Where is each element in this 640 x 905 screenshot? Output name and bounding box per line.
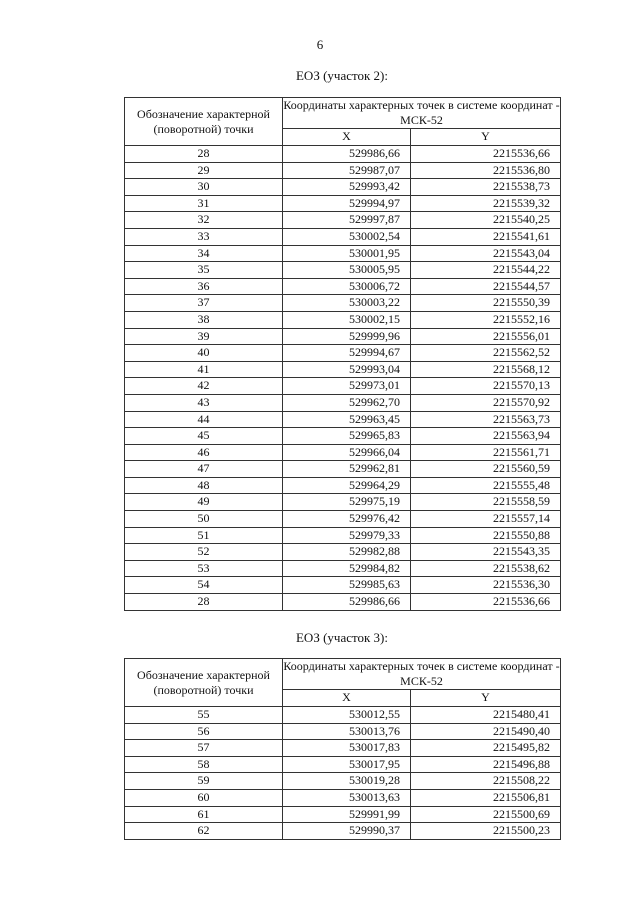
y-coordinate-cell: 2215536,80 (411, 162, 561, 179)
point-number-cell: 41 (125, 361, 283, 378)
table-row (125, 707, 561, 724)
table-row (125, 560, 561, 577)
table-row (125, 195, 561, 212)
x-coordinate-cell: 529993,04 (283, 361, 411, 378)
point-number-cell: 40 (125, 345, 283, 362)
point-number-cell: 51 (125, 527, 283, 544)
y-coordinate-cell: 2215541,61 (411, 228, 561, 245)
x-coordinate-cell: 530002,54 (283, 228, 411, 245)
point-number-cell: 54 (125, 577, 283, 594)
point-number-cell: 45 (125, 428, 283, 445)
y-coordinate-cell: 2215558,59 (411, 494, 561, 511)
table-row (125, 295, 561, 312)
point-number-cell: 30 (125, 179, 283, 196)
table-row (125, 361, 561, 378)
point-number-cell: 59 (125, 773, 283, 790)
y-coordinate-cell: 2215557,14 (411, 511, 561, 528)
point-number-cell: 33 (125, 228, 283, 245)
x-coordinate-cell: 529962,81 (283, 461, 411, 478)
x-coordinate-cell: 529973,01 (283, 378, 411, 395)
x-coordinate-cell: 529964,29 (283, 477, 411, 494)
y-coordinate-cell: 2215556,01 (411, 328, 561, 345)
coordinates-table-plot-2 (124, 97, 561, 611)
x-coordinate-cell: 530017,95 (283, 756, 411, 773)
x-coordinate-cell: 529966,04 (283, 444, 411, 461)
x-coordinate-cell: 529962,70 (283, 394, 411, 411)
header-x: X (283, 129, 411, 146)
x-coordinate-cell: 529987,07 (283, 162, 411, 179)
point-number-cell: 49 (125, 494, 283, 511)
table-row (125, 411, 561, 428)
y-coordinate-cell: 2215550,88 (411, 527, 561, 544)
point-number-cell: 46 (125, 444, 283, 461)
x-coordinate-cell: 529991,99 (283, 806, 411, 823)
y-coordinate-cell: 2215543,35 (411, 544, 561, 561)
y-coordinate-cell: 2215539,32 (411, 195, 561, 212)
table-body-plot-3 (125, 707, 561, 840)
y-coordinate-cell: 2215536,66 (411, 594, 561, 611)
header-coordinates: Координаты характерных точек в системе координат - МСК-52 (283, 659, 560, 689)
y-coordinate-cell: 2215496,88 (411, 756, 561, 773)
table-row (125, 311, 561, 328)
x-coordinate-cell: 529994,67 (283, 345, 411, 362)
x-coordinate-cell: 530019,28 (283, 773, 411, 790)
point-number-cell: 44 (125, 411, 283, 428)
point-number-cell: 60 (125, 789, 283, 806)
point-number-cell: 47 (125, 461, 283, 478)
y-coordinate-cell: 2215570,13 (411, 378, 561, 395)
header-y: Y (411, 129, 561, 146)
x-coordinate-cell: 529979,33 (283, 527, 411, 544)
y-coordinate-cell: 2215538,62 (411, 560, 561, 577)
point-number-cell: 55 (125, 707, 283, 724)
x-coordinate-cell: 529986,66 (283, 594, 411, 611)
table-row (125, 146, 561, 163)
table-row (125, 723, 561, 740)
x-coordinate-cell: 530005,95 (283, 262, 411, 279)
point-number-cell: 52 (125, 544, 283, 561)
table-row (125, 461, 561, 478)
x-coordinate-cell: 529984,82 (283, 560, 411, 577)
y-coordinate-cell: 2215563,73 (411, 411, 561, 428)
header-point-designation: Обозначение характерной (поворотной) точки (125, 98, 283, 146)
x-coordinate-cell: 529986,66 (283, 146, 411, 163)
table-row (125, 494, 561, 511)
x-coordinate-cell: 530006,72 (283, 278, 411, 295)
x-coordinate-cell: 530012,55 (283, 707, 411, 724)
y-coordinate-cell: 2215555,48 (411, 477, 561, 494)
x-coordinate-cell: 529990,37 (283, 823, 411, 840)
point-number-cell: 53 (125, 560, 283, 577)
y-coordinate-cell: 2215550,39 (411, 295, 561, 312)
point-number-cell: 36 (125, 278, 283, 295)
header-x: X (283, 690, 411, 707)
table-row (125, 328, 561, 345)
point-number-cell: 34 (125, 245, 283, 262)
x-coordinate-cell: 530013,76 (283, 723, 411, 740)
table-row (125, 756, 561, 773)
table-row (125, 228, 561, 245)
table-row (125, 544, 561, 561)
point-number-cell: 39 (125, 328, 283, 345)
x-coordinate-cell: 529965,83 (283, 428, 411, 445)
point-number-cell: 50 (125, 511, 283, 528)
point-number-cell: 32 (125, 212, 283, 229)
point-number-cell: 35 (125, 262, 283, 279)
point-number-cell: 31 (125, 195, 283, 212)
table-row (125, 823, 561, 840)
table-row (125, 789, 561, 806)
x-coordinate-cell: 529993,42 (283, 179, 411, 196)
point-number-cell: 29 (125, 162, 283, 179)
y-coordinate-cell: 2215480,41 (411, 707, 561, 724)
x-coordinate-cell: 529994,97 (283, 195, 411, 212)
point-number-cell: 61 (125, 806, 283, 823)
table-row (125, 212, 561, 229)
y-coordinate-cell: 2215568,12 (411, 361, 561, 378)
table-row (125, 394, 561, 411)
x-coordinate-cell: 529976,42 (283, 511, 411, 528)
table-row (125, 262, 561, 279)
x-coordinate-cell: 529982,88 (283, 544, 411, 561)
table-body-plot-2 (125, 146, 561, 611)
x-coordinate-cell: 530002,15 (283, 311, 411, 328)
x-coordinate-cell: 529997,87 (283, 212, 411, 229)
header-coordinates: Координаты характерных точек в системе координат - МСК-52 (283, 98, 560, 128)
table-row (125, 740, 561, 757)
table-row (125, 444, 561, 461)
table-row (125, 577, 561, 594)
y-coordinate-cell: 2215563,94 (411, 428, 561, 445)
y-coordinate-cell: 2215495,82 (411, 740, 561, 757)
point-number-cell: 58 (125, 756, 283, 773)
point-number-cell: 28 (125, 146, 283, 163)
y-coordinate-cell: 2215544,22 (411, 262, 561, 279)
x-coordinate-cell: 529963,45 (283, 411, 411, 428)
table-row (125, 773, 561, 790)
y-coordinate-cell: 2215560,59 (411, 461, 561, 478)
table-row (125, 428, 561, 445)
table-row (125, 245, 561, 262)
x-coordinate-cell: 529975,19 (283, 494, 411, 511)
y-coordinate-cell: 2215544,57 (411, 278, 561, 295)
table-row (125, 477, 561, 494)
y-coordinate-cell: 2215490,40 (411, 723, 561, 740)
table-row (125, 378, 561, 395)
y-coordinate-cell: 2215508,22 (411, 773, 561, 790)
section-title-plot-2: ЕОЗ (участок 2): (295, 68, 388, 83)
point-number-cell: 43 (125, 394, 283, 411)
x-coordinate-cell: 529999,96 (283, 328, 411, 345)
y-coordinate-cell: 2215543,04 (411, 245, 561, 262)
table-row (125, 527, 561, 544)
point-number-cell: 62 (125, 823, 283, 840)
table-row (125, 806, 561, 823)
x-coordinate-cell: 529985,63 (283, 577, 411, 594)
point-number-cell: 48 (125, 477, 283, 494)
y-coordinate-cell: 2215500,23 (411, 823, 561, 840)
y-coordinate-cell: 2215570,92 (411, 394, 561, 411)
y-coordinate-cell: 2215536,30 (411, 577, 561, 594)
table-row (125, 162, 561, 179)
x-coordinate-cell: 530017,83 (283, 740, 411, 757)
page-number: 6 (316, 37, 324, 52)
coordinates-table-plot-3 (124, 658, 561, 840)
point-number-cell: 28 (125, 594, 283, 611)
point-number-cell: 57 (125, 740, 283, 757)
y-coordinate-cell: 2215561,71 (411, 444, 561, 461)
y-coordinate-cell: 2215552,16 (411, 311, 561, 328)
y-coordinate-cell: 2215506,81 (411, 789, 561, 806)
y-coordinate-cell: 2215540,25 (411, 212, 561, 229)
x-coordinate-cell: 530001,95 (283, 245, 411, 262)
x-coordinate-cell: 530003,22 (283, 295, 411, 312)
table-row (125, 511, 561, 528)
point-number-cell: 56 (125, 723, 283, 740)
header-y: Y (411, 690, 561, 707)
x-coordinate-cell: 530013,63 (283, 789, 411, 806)
point-number-cell: 42 (125, 378, 283, 395)
table-row (125, 179, 561, 196)
y-coordinate-cell: 2215500,69 (411, 806, 561, 823)
table-row (125, 278, 561, 295)
table-row (125, 594, 561, 611)
section-title-plot-3: ЕОЗ (участок 3): (295, 630, 388, 645)
point-number-cell: 38 (125, 311, 283, 328)
y-coordinate-cell: 2215536,66 (411, 146, 561, 163)
y-coordinate-cell: 2215562,52 (411, 345, 561, 362)
point-number-cell: 37 (125, 295, 283, 312)
y-coordinate-cell: 2215538,73 (411, 179, 561, 196)
header-point-designation: Обозначение характерной (поворотной) точки (125, 659, 283, 707)
table-row (125, 345, 561, 362)
